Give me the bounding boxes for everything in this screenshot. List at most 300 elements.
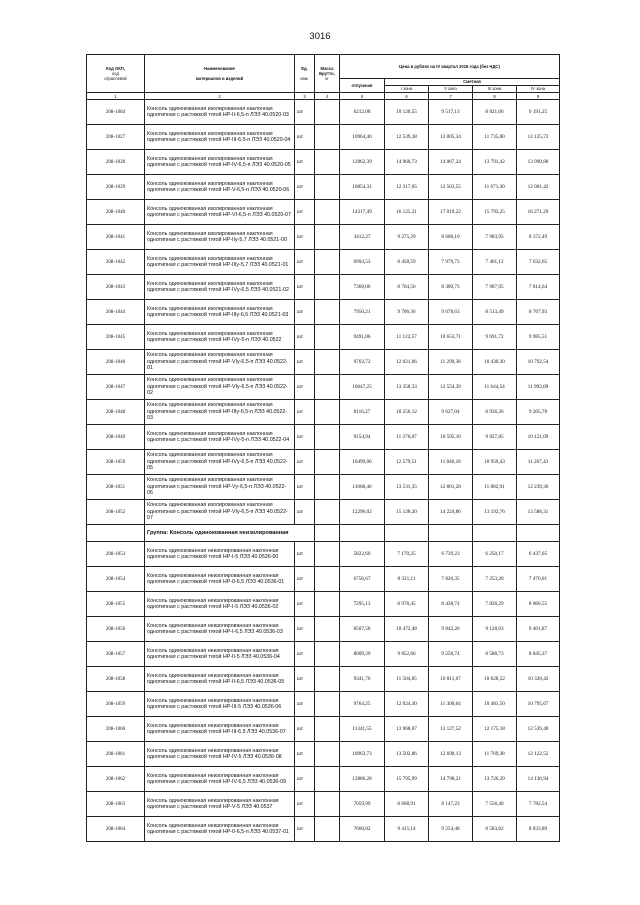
row-zone-price-1: 11 276,07 [385, 425, 429, 450]
row-mass [315, 667, 340, 692]
table-row [87, 450, 560, 475]
row-current-price: 7660,82 [340, 817, 385, 842]
column-number: 8 [473, 93, 517, 100]
group-empty-cell [385, 525, 429, 542]
row-name: Консоль одинокованная изолированная наклонная однотипная с растяжкой тягой НР-IIIу-5,7 ЛЭЗ 40.0521-01 [145, 250, 295, 275]
row-code: 208-1064 [87, 817, 145, 842]
row-name: Консоль одинокованная изолированная наклонная однотипная с растяжкой тягой НР-IVу-5-п ЛЭЗ 40.0522-04 [145, 425, 295, 450]
row-name: Консоль одинокованная изолированная наклонная однотипная с растяжкой тягой НР-VIу-6,5-п ЛЭЗ 40.0522-02 [145, 375, 295, 400]
row-current-price: 9491,86 [340, 325, 385, 350]
row-zone-price-1: 8 978,45 [385, 592, 429, 617]
row-unit: шт [295, 200, 315, 225]
row-code: 208-1052 [87, 500, 145, 525]
row-zone-price-3: 12 175,18 [473, 717, 517, 742]
header-current-price: отпускная [340, 79, 385, 93]
row-mass [315, 742, 340, 767]
row-current-price: 11068,46 [340, 475, 385, 500]
row-unit: шт [295, 567, 315, 592]
row-zone-price-2: 14 067,24 [429, 150, 473, 175]
row-current-price: 6212,08 [340, 100, 385, 125]
row-mass [315, 425, 340, 450]
row-zone-price-4: 8 060,55 [517, 592, 560, 617]
row-code: 208-1044 [87, 300, 145, 325]
row-zone-price-1: 16 125,21 [385, 200, 429, 225]
row-name: Консоль одинокованная неизолированная наклонная однотипная с растяжкой тягой НР-I-5 ЛЭЗ 40.0536-00 [145, 542, 295, 567]
row-name: Консоль одинокованная неизолированная наклонная однотипная с растяжкой тягой НР-II-5 ЛЭЗ 40.0536-04 [145, 642, 295, 667]
row-zone-price-2: 8 438,74 [429, 592, 473, 617]
row-zone-price-2: 11 300,64 [429, 692, 473, 717]
row-name: Консоль одинокованная неизолированная наклонная однотипная с растяжкой тягой НР-III-5 ЛЭЗ 40.0536-06 [145, 692, 295, 717]
column-number: 7 [429, 93, 473, 100]
row-name: Консоль одинокованная изолированная наклонная однотипная с растяжкой тягой НР-IIIу-6,5-п ЛЭЗ 40.0522-03 [145, 400, 295, 425]
row-mass [315, 475, 340, 500]
row-code: 208-1028 [87, 150, 145, 175]
table-row [87, 817, 560, 842]
row-zone-price-4: 9 985,51 [517, 325, 560, 350]
row-mass [315, 500, 340, 525]
row-zone-price-4: 7 632,65 [517, 250, 560, 275]
table-row [87, 100, 560, 125]
table-row [87, 225, 560, 250]
row-name: Консоль одинокованная изолированная наклонная однотипная с растяжкой тягой НР-VIу-6,5-п ЛЭЗ 40.0522-01 [145, 350, 295, 375]
price-table [86, 54, 560, 842]
row-zone-price-1: 12 317,05 [385, 175, 429, 200]
header-zone-3: III зона [473, 86, 517, 93]
row-mass [315, 767, 340, 792]
row-current-price: 6994,53 [340, 250, 385, 275]
row-zone-price-2: 12 690,13 [429, 742, 473, 767]
table-row [87, 150, 560, 175]
row-mass [315, 375, 340, 400]
row-code: 208-1053 [87, 542, 145, 567]
row-zone-price-1: 9 275,29 [385, 225, 429, 250]
row-zone-price-1: 9 706,36 [385, 300, 429, 325]
row-unit: шт [295, 400, 315, 425]
row-name: Консоль одинокованная изолированная наклонная однотипная с растяжкой тягой НР-IIIу-6,5 ЛЭЗ 40.0521-03 [145, 300, 295, 325]
row-zone-price-3: 11 671,30 [473, 175, 517, 200]
row-zone-price-3: 13 726,39 [473, 767, 517, 792]
row-mass [315, 400, 340, 425]
row-zone-price-3: 10 959,43 [473, 450, 517, 475]
row-code: 208-1029 [87, 175, 145, 200]
row-mass [315, 692, 340, 717]
row-mass [315, 275, 340, 300]
row-zone-price-4: 8 372,49 [517, 225, 560, 250]
row-zone-price-2: 8 300,73 [429, 275, 473, 300]
row-zone-price-2: 10 811,67 [429, 667, 473, 692]
row-zone-price-4: 10 121,09 [517, 425, 560, 450]
table-row [87, 642, 560, 667]
row-mass [315, 150, 340, 175]
row-zone-price-2: 9 258,74 [429, 642, 473, 667]
table-row [87, 667, 560, 692]
column-number-row [87, 93, 560, 100]
column-number: 4 [315, 93, 340, 100]
table-row [87, 742, 560, 767]
row-zone-price-4: 7 814,64 [517, 275, 560, 300]
row-zone-price-3: 10 430,30 [473, 350, 517, 375]
header-name: Наименование материалов и изделий [145, 55, 295, 93]
row-current-price: 7059,99 [340, 792, 385, 817]
row-current-price: 8507,58 [340, 617, 385, 642]
row-current-price: 6756,67 [340, 567, 385, 592]
table-row [87, 325, 560, 350]
row-zone-price-4: 9 401,87 [517, 617, 560, 642]
row-mass [315, 250, 340, 275]
row-unit: шт [295, 717, 315, 742]
row-zone-price-3: 8 821,06 [473, 100, 517, 125]
row-name: Консоль одинокованная изолированная наклонная однотипная с растяжкой тягой НР-II-6,5-п ЛЭЗ 40.0520-03 [145, 100, 295, 125]
row-zone-price-1: 10 472,48 [385, 617, 429, 642]
row-zone-price-4: 9 191,25 [517, 100, 560, 125]
header-unit: Ед. изм. [295, 55, 315, 93]
row-zone-price-3: 7 401,12 [473, 250, 517, 275]
row-zone-price-2: 14 224,86 [429, 500, 473, 525]
row-current-price: 9764,25 [340, 692, 385, 717]
row-unit: шт [295, 325, 315, 350]
row-code: 208-1048 [87, 400, 145, 425]
row-zone-price-1: 13 358,33 [385, 375, 429, 400]
column-number: 1 [87, 93, 145, 100]
row-code: 208-1051 [87, 475, 145, 500]
row-mass [315, 642, 340, 667]
row-mass [315, 450, 340, 475]
row-mass [315, 125, 340, 150]
row-code: 208-1050 [87, 450, 145, 475]
row-zone-price-1: 11 504,85 [385, 667, 429, 692]
row-zone-price-2: 10 595,16 [429, 425, 473, 450]
row-unit: шт [295, 150, 315, 175]
table-row [87, 175, 560, 200]
row-unit: шт [295, 767, 315, 792]
table-row [87, 400, 560, 425]
row-current-price: 9341,76 [340, 667, 385, 692]
header-price-caption: Цена в рублях на IV квартал 2016 года (без НДС) [340, 55, 560, 79]
row-mass [315, 100, 340, 125]
row-current-price: 7368,06 [340, 275, 385, 300]
row-zone-price-1: 12 021,06 [385, 350, 429, 375]
row-unit: шт [295, 692, 315, 717]
row-zone-price-3: 7 556,40 [473, 792, 517, 817]
row-code: 208-1049 [87, 425, 145, 450]
row-zone-price-4: 16 271,29 [517, 200, 560, 225]
row-mass [315, 817, 340, 842]
row-zone-price-4: 10 795,67 [517, 692, 560, 717]
row-zone-price-3: 8 513,49 [473, 300, 517, 325]
row-code: 208-1062 [87, 767, 145, 792]
row-zone-price-1: 12 539,38 [385, 125, 429, 150]
row-current-price: 8009,29 [340, 642, 385, 667]
row-zone-price-1: 12 579,51 [385, 450, 429, 475]
row-zone-price-1: 8 668,91 [385, 792, 429, 817]
row-zone-price-3: 13 791,42 [473, 150, 517, 175]
row-unit: шт [295, 350, 315, 375]
row-unit: шт [295, 450, 315, 475]
row-zone-price-3: 7 987,95 [473, 275, 517, 300]
group-code [87, 525, 145, 542]
row-zone-price-2: 9 678,63 [429, 300, 473, 325]
table-row [87, 350, 560, 375]
row-name: Консоль одинокованная изолированная наклонная однотипная с растяжкой тягой НР-IIу-5,7 ЛЭЗ 40.0521-00 [145, 225, 295, 250]
row-zone-price-3: 11 769,38 [473, 742, 517, 767]
header-zone-1: I зона [385, 86, 429, 93]
row-current-price: 8116,27 [340, 400, 385, 425]
group-row [87, 525, 560, 542]
row-mass [315, 350, 340, 375]
row-name: Консоль одинокованная изолированная наклонная однотипная с растяжкой тягой НР-VI-6,5-п ЛЭЗ 40.0520-07 [145, 200, 295, 225]
row-zone-price-1: 11 122,57 [385, 325, 429, 350]
row-name: Консоль одинокованная изолированная наклонная однотипная с растяжкой тягой НР-III-6,5-п ЛЭЗ 40.0520-04 [145, 125, 295, 150]
row-mass [315, 200, 340, 225]
row-current-price: 14317,49 [340, 200, 385, 225]
table-row [87, 500, 560, 525]
row-current-price: 10854,31 [340, 175, 385, 200]
row-unit: шт [295, 817, 315, 842]
row-code: 208-1043 [87, 275, 145, 300]
row-name: Консоль одинокованная неизолированная наклонная однотипная с растяжкой тягой НР-II-6,5 ЛЭЗ 40.0536-05 [145, 667, 295, 692]
row-zone-price-1: 13 502,86 [385, 742, 429, 767]
row-code: 208-1059 [87, 692, 145, 717]
row-zone-price-4: 12 125,72 [517, 125, 560, 150]
row-zone-price-1: 15 128,20 [385, 500, 429, 525]
row-zone-price-2: 8 147,23 [429, 792, 473, 817]
row-zone-price-2: 12 563,55 [429, 175, 473, 200]
row-mass [315, 225, 340, 250]
group-title: Группа: Консоль одинокованная неизолированная [145, 525, 315, 542]
row-zone-price-3: 9 691,72 [473, 325, 517, 350]
row-current-price: 11341,55 [340, 717, 385, 742]
row-unit: шт [295, 425, 315, 450]
row-current-price: 5822,60 [340, 542, 385, 567]
header-mass: Масса Брутто, кг [315, 55, 340, 93]
row-unit: шт [295, 375, 315, 400]
row-name: Консоль одинокованная неизолированная наклонная однотипная с растяжкой тягой НР-V-5 ЛЭЗ 40.0537 [145, 792, 295, 817]
row-zone-price-1: 15 795,99 [385, 767, 429, 792]
row-mass [315, 542, 340, 567]
table-row [87, 375, 560, 400]
row-zone-price-3: 7 983,95 [473, 225, 517, 250]
table-row [87, 250, 560, 275]
row-zone-price-3: 15 793,25 [473, 200, 517, 225]
column-number: 6 [385, 93, 429, 100]
row-mass [315, 567, 340, 592]
row-zone-price-1: 13 531,35 [385, 475, 429, 500]
row-zone-price-2: 14 798,21 [429, 767, 473, 792]
row-name: Консоль одинокованная изолированная наклонная однотипная с растяжкой тягой НР-IVу-6,5 ЛЭЗ 40.0521-02 [145, 275, 295, 300]
table-row [87, 767, 560, 792]
header-zone-2: II зона [429, 86, 473, 93]
table-row [87, 717, 560, 742]
row-unit: шт [295, 617, 315, 642]
table-row [87, 617, 560, 642]
row-zone-price-3: 8 588,73 [473, 642, 517, 667]
row-zone-price-4: 7 782,54 [517, 792, 560, 817]
row-name: Консоль одинокованная неизолированная наклонная однотипная с растяжкой тягой НР-I-5 ЛЭЗ 40.0536-02 [145, 592, 295, 617]
group-empty-cell [473, 525, 517, 542]
row-unit: шт [295, 125, 315, 150]
row-name: Консоль одинокованная изолированная наклонная однотипная с растяжкой тягой НР-VIу-6,5-п ЛЭЗ 40.0522-07 [145, 500, 295, 525]
row-code: 208-1041 [87, 225, 145, 250]
row-unit: шт [295, 742, 315, 767]
row-zone-price-3: 11 882,91 [473, 475, 517, 500]
row-current-price: 7950,21 [340, 300, 385, 325]
table-row [87, 542, 560, 567]
row-code: 208-1027 [87, 125, 145, 150]
row-zone-price-1: 10 256,12 [385, 400, 429, 425]
row-zone-price-4: 8 833,89 [517, 817, 560, 842]
row-unit: шт [295, 592, 315, 617]
row-name: Консоль одинокованная изолированная наклонная однотипная с растяжкой тягой НР-IVу-5-п ЛЭЗ 40.0522 [145, 325, 295, 350]
row-unit: шт [295, 667, 315, 692]
row-mass [315, 792, 340, 817]
row-zone-price-1: 12 024,30 [385, 692, 429, 717]
group-empty-cell [517, 525, 560, 542]
row-current-price: 10647,25 [340, 375, 385, 400]
row-zone-price-2: 17 019,22 [429, 200, 473, 225]
column-number: 9 [517, 93, 560, 100]
row-zone-price-4: 12 001,42 [517, 175, 560, 200]
row-zone-price-3: 8 583,62 [473, 817, 517, 842]
table-row [87, 567, 560, 592]
row-mass [315, 592, 340, 617]
row-zone-price-3: 8 936,26 [473, 400, 517, 425]
group-empty-cell [315, 525, 340, 542]
row-zone-price-4: 9 205,78 [517, 400, 560, 425]
row-code: 208-1054 [87, 567, 145, 592]
row-zone-price-4: 6 437,65 [517, 542, 560, 567]
row-zone-price-4: 8 767,93 [517, 300, 560, 325]
header-supply: Сметная [385, 79, 560, 86]
row-zone-price-3: 10 028,52 [473, 667, 517, 692]
group-empty-cell [429, 525, 473, 542]
row-name: Консоль одинокованная неизолированная наклонная однотипная с растяжкой тягой НР-IV-5 ЛЭЗ 40.0536-08 [145, 742, 295, 767]
row-zone-price-1: 8 704,56 [385, 275, 429, 300]
row-name: Консоль одинокованная неизолированная наклонная однотипная с растяжкой тягой НР-IV-6,5 ЛЭЗ 40.0536-09 [145, 767, 295, 792]
row-code: 208-1084 [87, 100, 145, 125]
row-current-price: 12886,28 [340, 767, 385, 792]
row-zone-price-1: 8 321,11 [385, 567, 429, 592]
row-current-price: 12862,39 [340, 150, 385, 175]
row-current-price: 10964,40 [340, 125, 385, 150]
row-name: Консоль одинокованная неизолированная наклонная однотипная с растяжкой тягой НР-III-6,5 ЛЭЗ 40.0536-07 [145, 717, 295, 742]
row-code: 208-1061 [87, 742, 145, 767]
header-code: Код ОКП, код отраслевой [87, 55, 145, 93]
row-current-price: 10499,06 [340, 450, 385, 475]
table-row [87, 475, 560, 500]
row-zone-price-3: 6 250,17 [473, 542, 517, 567]
row-name: Консоль одинокованная изолированная наклонная однотипная с растяжкой тягой НР-V-6,5-п ЛЭЗ 40.0520-06 [145, 175, 295, 200]
row-zone-price-2: 7 979,73 [429, 250, 473, 275]
row-zone-price-4: 11 992,09 [517, 375, 560, 400]
column-number: 3 [295, 93, 315, 100]
row-zone-price-2: 9 842,26 [429, 617, 473, 642]
row-zone-price-2: 6 739,23 [429, 542, 473, 567]
row-zone-price-4: 14 136,94 [517, 767, 560, 792]
row-zone-price-4: 8 845,37 [517, 642, 560, 667]
row-current-price: 9763,72 [340, 350, 385, 375]
row-zone-price-2: 9 627,04 [429, 400, 473, 425]
row-unit: шт [295, 300, 315, 325]
row-zone-price-3: 9 827,85 [473, 425, 517, 450]
row-name: Консоль одинокованная изолированная наклонная однотипная с растяжкой тягой НР-IVу-6,5-п ЛЭЗ 40.0522-05 [145, 450, 295, 475]
row-zone-price-1: 13 968,07 [385, 717, 429, 742]
row-zone-price-2: 13 127,52 [429, 717, 473, 742]
row-zone-price-2: 9 517,13 [429, 100, 473, 125]
column-number: 2 [145, 93, 295, 100]
row-zone-price-4: 12 239,36 [517, 475, 560, 500]
table-row [87, 425, 560, 450]
row-code: 208-1056 [87, 617, 145, 642]
row-name: Консоль одинокованная неизолированная наклонная однотипная с растяжкой тягой НР-I-6,5 ЛЭЗ 40.0536-03 [145, 617, 295, 642]
table-row [87, 792, 560, 817]
row-name: Консоль одинокованная изолированная наклонная однотипная с растяжкой тягой НР-IV-6,5-п ЛЭЗ 40.0520-05 [145, 150, 295, 175]
row-zone-price-2: 11 846,18 [429, 450, 473, 475]
row-unit: шт [295, 475, 315, 500]
row-zone-price-1: 8 458,59 [385, 250, 429, 275]
table-row [87, 692, 560, 717]
row-zone-price-4: 13 588,31 [517, 500, 560, 525]
table-row [87, 300, 560, 325]
row-zone-price-4: 10 792,54 [517, 350, 560, 375]
row-zone-price-2: 10 653,71 [429, 325, 473, 350]
row-zone-price-1: 7 170,25 [385, 542, 429, 567]
header-row-1 [87, 55, 560, 79]
row-zone-price-2: 12 801,28 [429, 475, 473, 500]
header-zone-4: IV зона [517, 86, 560, 93]
row-mass [315, 300, 340, 325]
row-code: 208-1055 [87, 592, 145, 617]
row-name: Консоль одинокованная неизолированная наклонная однотипная с растяжкой тягой НР-0-6,5-п ЛЭЗ 40.0537-01 [145, 817, 295, 842]
row-current-price: 3412,27 [340, 225, 385, 250]
row-current-price: 12296,02 [340, 500, 385, 525]
row-zone-price-1: 9 415,14 [385, 817, 429, 842]
row-code: 208-1060 [87, 717, 145, 742]
column-number: 5 [340, 93, 385, 100]
row-code: 208-1063 [87, 792, 145, 817]
row-code: 208-1047 [87, 375, 145, 400]
row-zone-price-4: 11 267,43 [517, 450, 560, 475]
row-current-price: 10963,73 [340, 742, 385, 767]
row-code: 208-1040 [87, 200, 145, 225]
row-zone-price-1: 10 120,55 [385, 100, 429, 125]
row-zone-price-3: 7 826,29 [473, 592, 517, 617]
row-zone-price-2: 12 554,39 [429, 375, 473, 400]
row-zone-price-4: 13 990,88 [517, 150, 560, 175]
row-code: 208-1042 [87, 250, 145, 275]
row-zone-price-3: 13 192,76 [473, 500, 517, 525]
row-mass [315, 325, 340, 350]
row-zone-price-2: 8 608,10 [429, 225, 473, 250]
page-number: 3016 [309, 31, 331, 42]
row-zone-price-1: 9 852,66 [385, 642, 429, 667]
row-zone-price-3: 11 644,54 [473, 375, 517, 400]
row-unit: шт [295, 542, 315, 567]
row-code: 208-1057 [87, 642, 145, 667]
table-row [87, 125, 560, 150]
row-current-price: 9154,94 [340, 425, 385, 450]
row-code: 208-1046 [87, 350, 145, 375]
row-unit: шт [295, 792, 315, 817]
row-zone-price-4: 12 539,48 [517, 717, 560, 742]
row-zone-price-4: 12 122,52 [517, 742, 560, 767]
row-zone-price-2: 9 254,48 [429, 817, 473, 842]
row-unit: шт [295, 642, 315, 667]
row-mass [315, 717, 340, 742]
row-zone-price-4: 10 328,42 [517, 667, 560, 692]
row-mass [315, 617, 340, 642]
row-unit: шт [295, 175, 315, 200]
row-unit: шт [295, 275, 315, 300]
